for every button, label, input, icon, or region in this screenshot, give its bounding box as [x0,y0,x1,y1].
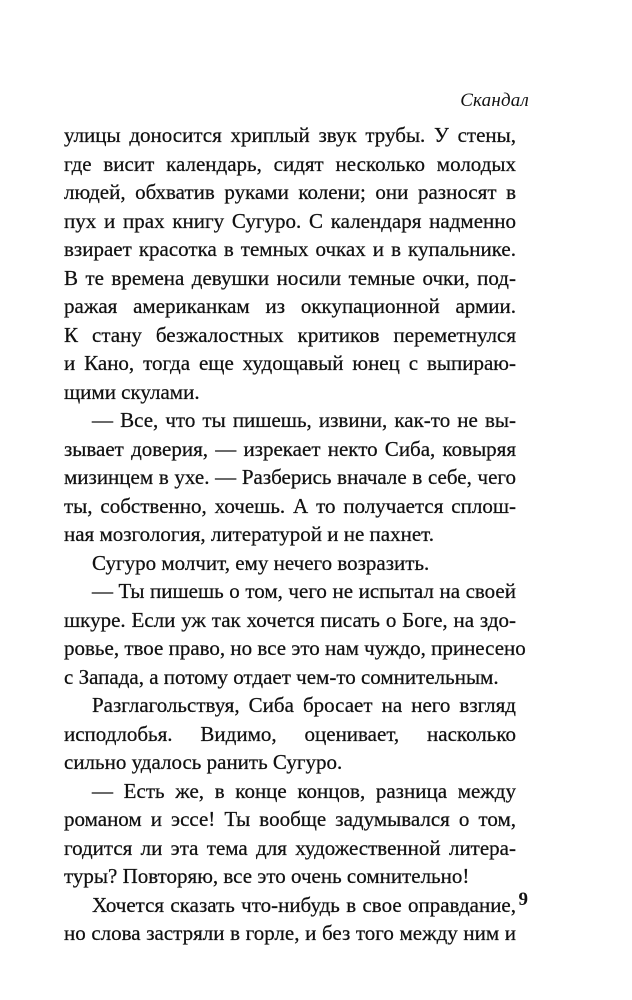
text-line: — Есть же, в конце концов, разница между [92,778,516,803]
text-line: сильно удалось ранить Сугуро. [64,750,343,774]
text-line: ная мозгология, литературой и не пахнет. [64,522,435,546]
text-line: и Кано, тогда еще худощавый юнец с выпираю- [64,351,516,375]
text-line: мизинцем в ухе. — Разберись вначале в себе, чего [64,465,516,489]
text-line: ражая американкам из оккупационной армии. [64,294,516,318]
text-line: — Ты пишешь о том, чего не испытал на своей [92,579,516,603]
text-line: годится ли эта тема для художественной литера- [64,835,516,860]
text-line: взирает красотка в темных очках и в купальнике. [64,237,516,261]
text-line: но слова застряли в горле, и без того между ним и [64,921,516,945]
text-line: зывает доверия, — изрекает некто Сиба, ковыряя [64,436,516,461]
text-line: Хочется сказать что-нибудь в свое оправдание, [92,892,516,917]
text-line: романом и эссе! Ты вообще задумывался о том, [64,807,516,831]
text-line: людей, обхватив руками колени; они разносят в [64,180,516,204]
text-line: с Запада, а потому отдает чем-то сомнительным. [64,664,499,689]
text-line: щими скулами. [64,379,200,404]
text-line: исподлобья. Видимо, оценивает, насколько [64,721,516,746]
text-line: шкуре. Если уж так хочется писать о Боге, на здо- [64,607,516,632]
text-line: пух и прах книгу Сугуро. С календаря надменно [64,208,516,233]
body-text [64,121,526,948]
text-line: туры? Повторяю, все это очень сомнительно! [64,864,470,888]
text-line: ты, собственно, хочешь. А то получается сплош- [64,493,516,518]
text-line: — Все, что ты пишешь, извини, как-то не вы- [92,408,516,432]
text-line: Сугуро молчит, ему нечего возразить. [92,550,430,575]
running-head: Скандал [460,90,529,111]
text-line: В те времена девушки носили темные очки, под- [64,265,516,290]
text-line: ровье, твое право, но все это нам чуждо, принесено [64,636,526,660]
page-number: 9 [518,889,528,910]
text-line: Разглагольствуя, Сиба бросает на него взгляд [92,693,516,717]
text-line: где висит календарь, сидят несколько молодых [64,151,516,176]
text-line: К стану безжалостных критиков переметнулся [64,322,516,347]
text-line: улицы доносится хриплый звук трубы. У стены, [64,123,516,147]
